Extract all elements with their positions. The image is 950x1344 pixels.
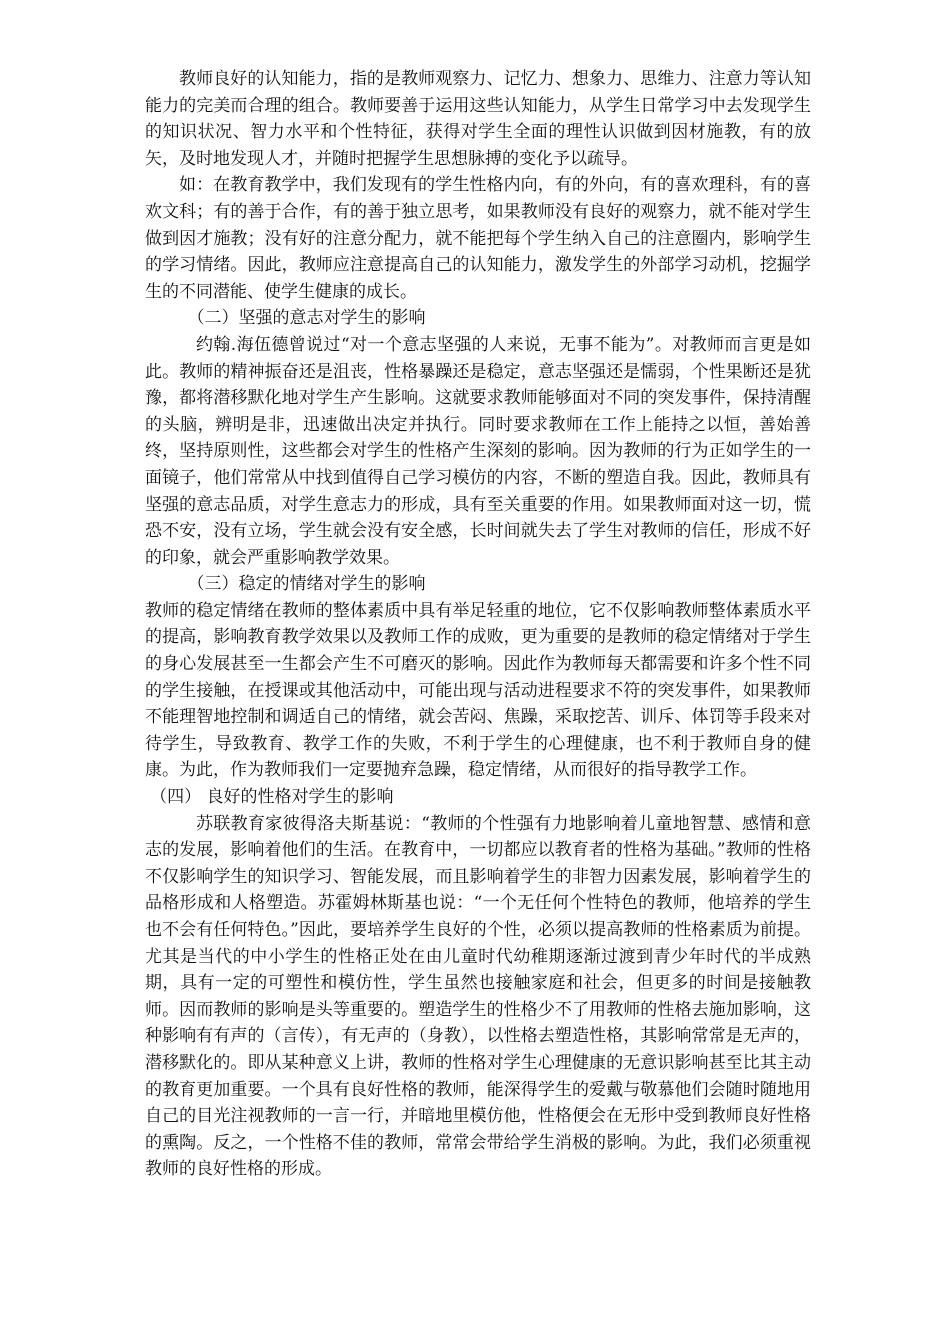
paragraph-cognitive-ability: 教师良好的认知能力，指的是教师观察力、记忆力、想象力、思维力、注意力等认知能力的完美而合理的组合。教师要善于运用这些认知能力，从学生日常学习中去发现学生的知识状况、智力水平和个性特征，获得对学生全面的理性认识做到因材施教，有的放矢，及时地发现人才，并随时把握学生思想脉搏的变化予以疏导。	[145, 69, 811, 169]
paragraph-personality: 苏联教育家彼得洛夫斯基说：“教师的个性强有力地影响着儿童地智慧、感情和意志的发展，影响着他们的生活。在教育中，一切都应以教育者的性格为基础。”教师的性格不仅影响学生的知识学习、智能发展，而且影响着学生的非智力因素发展，影响着学生的品格形成和人格塑造。苏霍姆林斯基也说：“一个无任何个性特色的教师，他培养的学生也不会有任何特色。”因此，要培养学生良好的个性，必须以提高教师的性格素质为前提。尤其是当代的中小学生的性格正处在由儿童时代幼稚期逐渐过渡到青少年时代的半成熟期，具有一定的可塑性和模仿性，学生虽然也接触家庭和社会，但更多的时间是接触教师。因而教师的影响是头等重要的。塑造学生的性格少不了用教师的性格去施加影响，这种影响有有声的（言传），有无声的（身教），以性格去塑造性格，其影响常常是无声的，潜移默化的。即从某种意义上讲，教师的性格对学生心理健康的无意识影响甚至比其主动的教育更加重要。一个具有良好性格的教师，能深得学生的爱戴与敬慕他们会随时随地用自己的目光注视教师的一言一行，并暗地里模仿他，性格便会在无形中受到教师良好性格的熏陶。反之，一个性格不佳的教师，常常会带给学生消极的影响。为此，我们必须重视教师的良好性格的形成。	[145, 813, 811, 1180]
section-heading-personality: （四） 良好的性格对学生的影响	[150, 787, 394, 808]
section-heading-willpower: （二）坚强的意志对学生的影响	[187, 308, 426, 329]
paragraph-emotion: 教师的稳定情绪在教师的整体素质中具有举足轻重的地位，它不仅影响教师整体素质水平的提高，影响教育教学效果以及教师工作的成败，更为重要的是教师的稳定情绪对于学生的身心发展甚至一生都会产生不可磨灭的影响。因此作为教师每天都需要和许多个性不同的学生接触，在授课或其他活动中，可能出现与活动进程要求不符的突发事件，如果教师不能理智地控制和调适自己的情绪，就会苦闷、焦躁，采取挖苦、训斥、体罚等手段来对待学生，导致教育、教学工作的失败，不利于学生的心理健康，也不利于教师自身的健康。为此，作为教师我们一定要抛弃急躁，稳定情绪，从而很好的指导教学工作。	[145, 600, 811, 781]
paragraph-willpower: 约翰.海伍德曾说过“对一个意志坚强的人来说，无事不能为”。对教师而言更是如此。教师的精神振奋还是沮丧，性格暴躁还是稳定，意志坚强还是懦弱，个性果断还是犹豫，都将潜移默化地对学生产生影响。这就要求教师能够面对不同的突发事件，保持清醒的头脑，辨明是非，迅速做出决定并执行。同时要求教师在工作上能持之以恒，善始善终，坚持原则性，这些都会对学生的性格产生深刻的影响。因为教师的行为正如学生的一面镜子，他们常常从中找到值得自己学习模仿的内容，不断的塑造自我。因此，教师具有坚强的意志品质，对学生意志力的形成，具有至关重要的作用。如果教师面对这一切，慌恐不安，没有立场，学生就会没有安全感，长时间就失去了学生对教师的信任，形成不好的印象，就会严重影响教学效果。	[145, 334, 811, 568]
document-page	[145, 66, 811, 1183]
paragraph-example: 如：在教育教学中，我们发现有的学生性格内向，有的外向，有的喜欢理科，有的喜欢文科；有的善于合作，有的善于独立思考，如果教师没有良好的观察力，就不能对学生做到因才施教；没有好的注意分配力，就不能把每个学生纳入自己的注意圈内，影响学生的学习情绪。因此，教师应注意提高自己的认知能力，激发学生的外部学习动机，挖掘学生的不同潜能、使学生健康的成长。	[145, 175, 811, 302]
section-heading-emotion: （三）稳定的情绪对学生的影响	[187, 574, 426, 595]
